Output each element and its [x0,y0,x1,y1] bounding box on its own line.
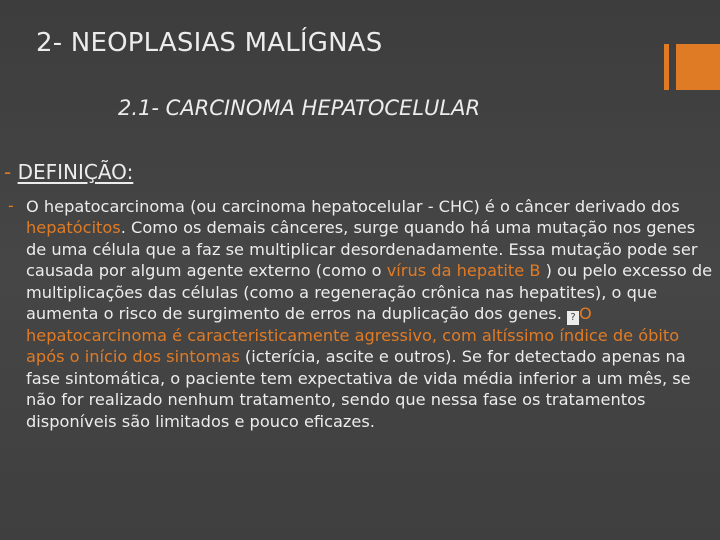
paragraph-text: (icterícia, ascite e outros). Se for detectado apenas na fase sintomática, o paciente tem expectativa de vida média inferior a um mês, se não for realizado nenhum tratamento, sendo que nessa fase os tratamentos disponíveis são limitados e pouco eficazes. [26,347,691,431]
highlight-agressivo: O hepatocarcinoma é caracteristicamente agressivo, com altíssimo índice de óbito após o início dos sintomas [26,304,680,367]
highlight-hepatocitos: hepatócitos [26,218,121,238]
definition-bullet: - [4,160,12,184]
definition-row [4,160,133,184]
paragraph-text: . Como os demais cânceres, surge quando há uma mutação nos genes de uma célula que a faz se multiplicar desordenadamente. Essa mutação pode ser causada por algum agente externo (como o [26,218,698,281]
definition-heading: DEFINIÇÃO: [17,160,134,184]
definition-paragraph [26,196,716,432]
accent-bar-thin [664,44,669,90]
missing-glyph-icon: ? [567,311,579,325]
paragraph-text: O hepatocarcinoma (ou carcinoma hepatocelular - CHC) é o câncer derivado dos [26,197,680,216]
slide-title: 2- NEOPLASIAS MALÍGNAS [36,28,383,58]
body-bullet: - [8,196,14,215]
slide-subtitle: 2.1- CARCINOMA HEPATOCELULAR [118,96,481,120]
paragraph-text: ) ou pelo excesso de multiplicações das células (como a regeneração crônica nas hepatites), o que aumenta o risco de surgimento de erros na duplicação dos genes. [26,261,713,324]
highlight-virus-hepatite-b: vírus da hepatite B [386,261,541,281]
accent-bar-thick [676,44,720,90]
